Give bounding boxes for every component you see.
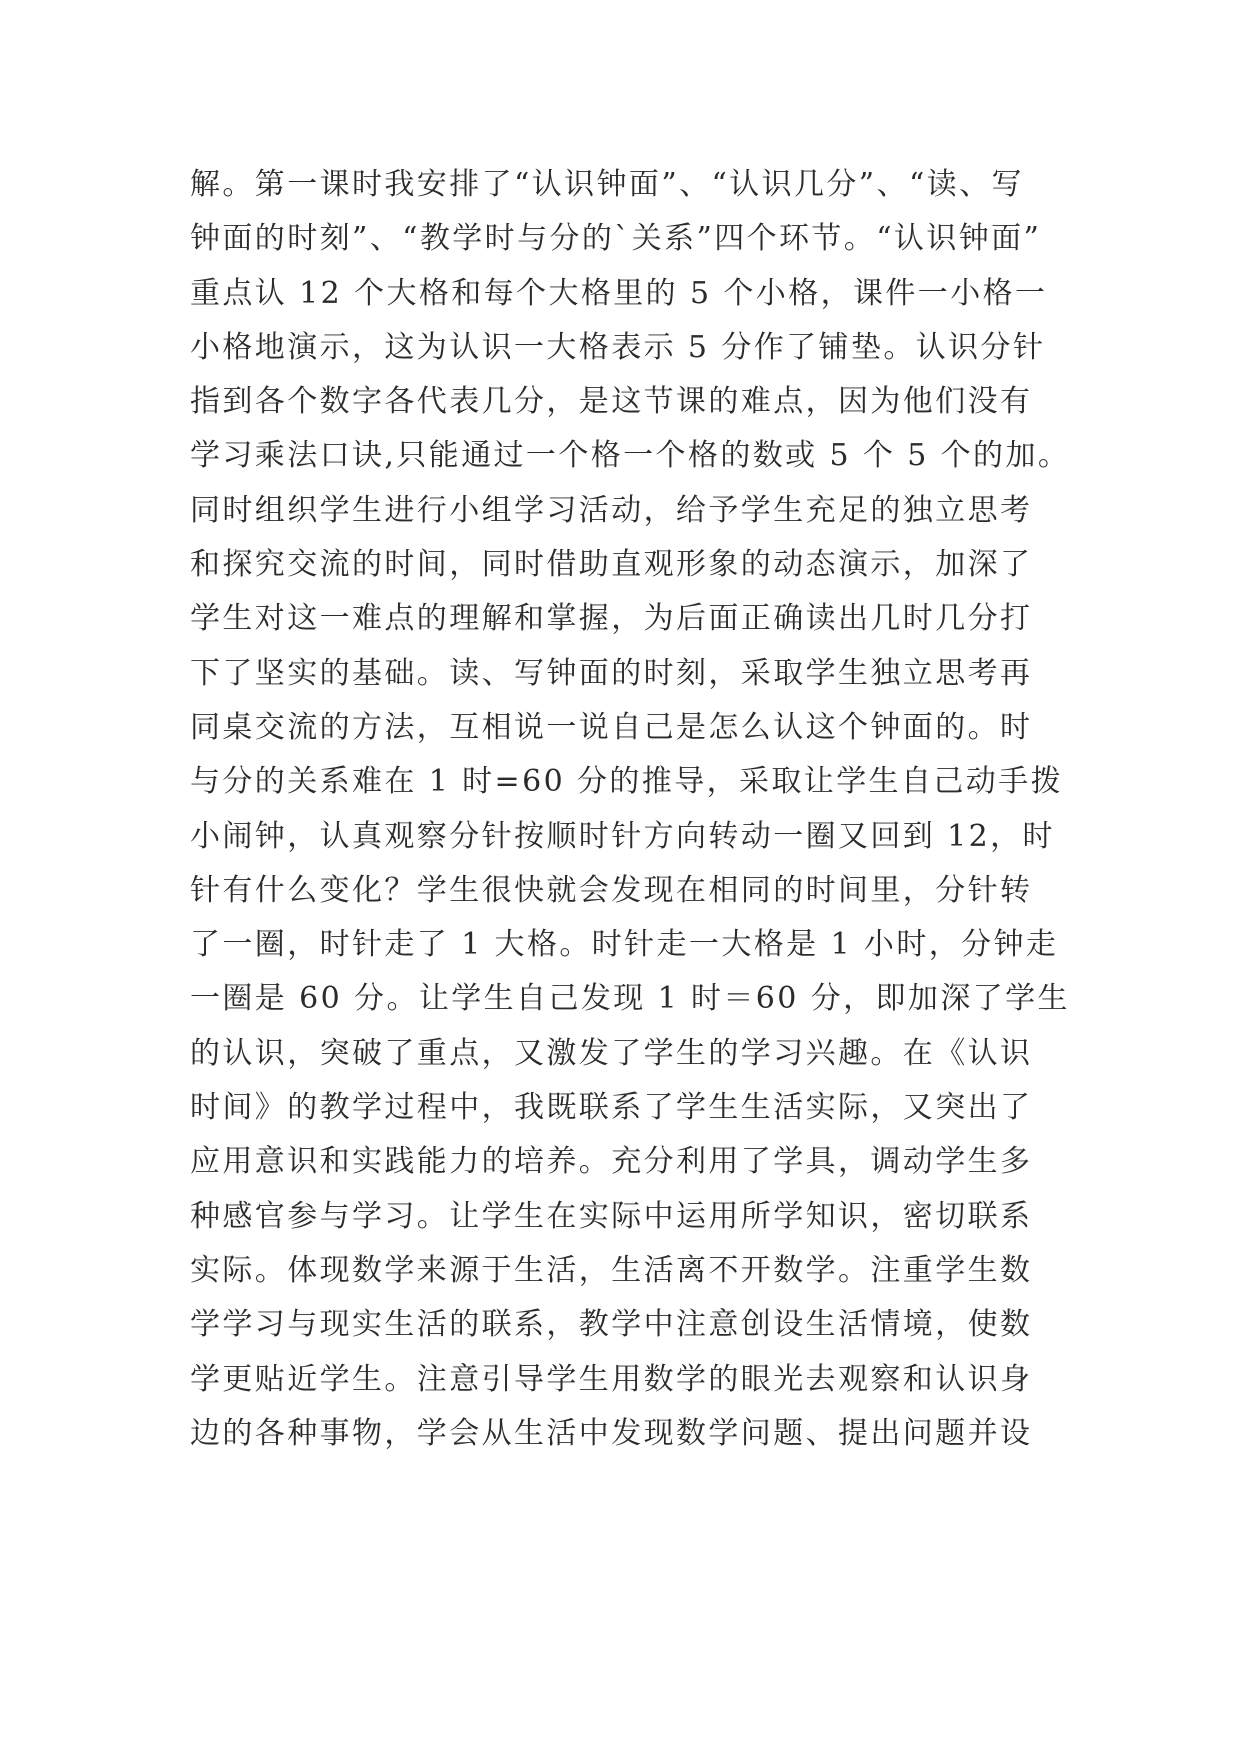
- text-line: 学习乘法口诀,只能通过一个格一个格的数或 5 个 5 个的加。: [190, 438, 1071, 474]
- text-line: 小闹钟，认真观察分针按顺时针方向转动一圈又回到 12，时: [190, 818, 1055, 854]
- text-line: 学更贴近学生。注意引导学生用数学的眼光去观察和认识身: [190, 1361, 1033, 1397]
- text-line: 应用意识和实践能力的培养。充分利用了学具，调动学生多: [190, 1144, 1033, 1180]
- text-line: 实际。体现数学来源于生活，生活离不开数学。注重学生数: [190, 1252, 1033, 1288]
- text-line: 和探究交流的时间，同时借助直观形象的动态演示，加深了: [190, 547, 1033, 583]
- body-paragraph: [190, 158, 1070, 1461]
- text-line: 与分的关系难在 1 时=60 分的推导，采取让学生自己动手拨: [190, 764, 1064, 800]
- text-line: 指到各个数字各代表几分，是这节课的难点，因为他们没有: [190, 384, 1033, 420]
- text-line: 种感官参与学习。让学生在实际中运用所学知识，密切联系: [190, 1198, 1033, 1234]
- text-line: 的认识，突破了重点，又激发了学生的学习兴趣。在《认识: [190, 1035, 1033, 1071]
- text-line: 重点认 12 个大格和每个大格里的 5 个小格，课件一小格一: [190, 275, 1048, 311]
- text-line: 解。第一课时我安排了“认识钟面”、“认识几分”、“读、写: [190, 167, 1024, 202]
- text-line: 学生对这一难点的理解和掌握，为后面正确读出几时几分打: [190, 601, 1033, 637]
- text-line: 下了坚实的基础。读、写钟面的时刻，采取学生独立思考再: [190, 655, 1033, 691]
- text-line: 了一圈，时针走了 1 大格。时针走一大格是 1 小时，分钟走: [190, 927, 1059, 963]
- text-line: 同时组织学生进行小组学习活动，给予学生充足的独立思考: [190, 492, 1033, 528]
- text-line: 针有什么变化？学生很快就会发现在相同的时间里，分针转: [190, 872, 1033, 908]
- text-line: 一圈是 60 分。让学生自己发现 1 时＝60 分，即加深了学生: [190, 981, 1070, 1017]
- text-line: 同桌交流的方法，互相说一说自己是怎么认这个钟面的。时: [190, 709, 1033, 745]
- text-line: 小格地演示，这为认识一大格表示 5 分作了铺垫。认识分针: [190, 329, 1046, 365]
- text-line: 边的各种事物，学会从生活中发现数学问题、提出问题并设: [190, 1415, 1033, 1451]
- text-line: 钟面的时刻”、“教学时与分的`关系”四个环节。“认识钟面”: [190, 221, 1042, 257]
- text-line: 学学习与现实生活的联系，教学中注意创设生活情境，使数: [190, 1307, 1033, 1343]
- text-line: 时间》的教学过程中，我既联系了学生生活实际，又突出了: [190, 1090, 1033, 1126]
